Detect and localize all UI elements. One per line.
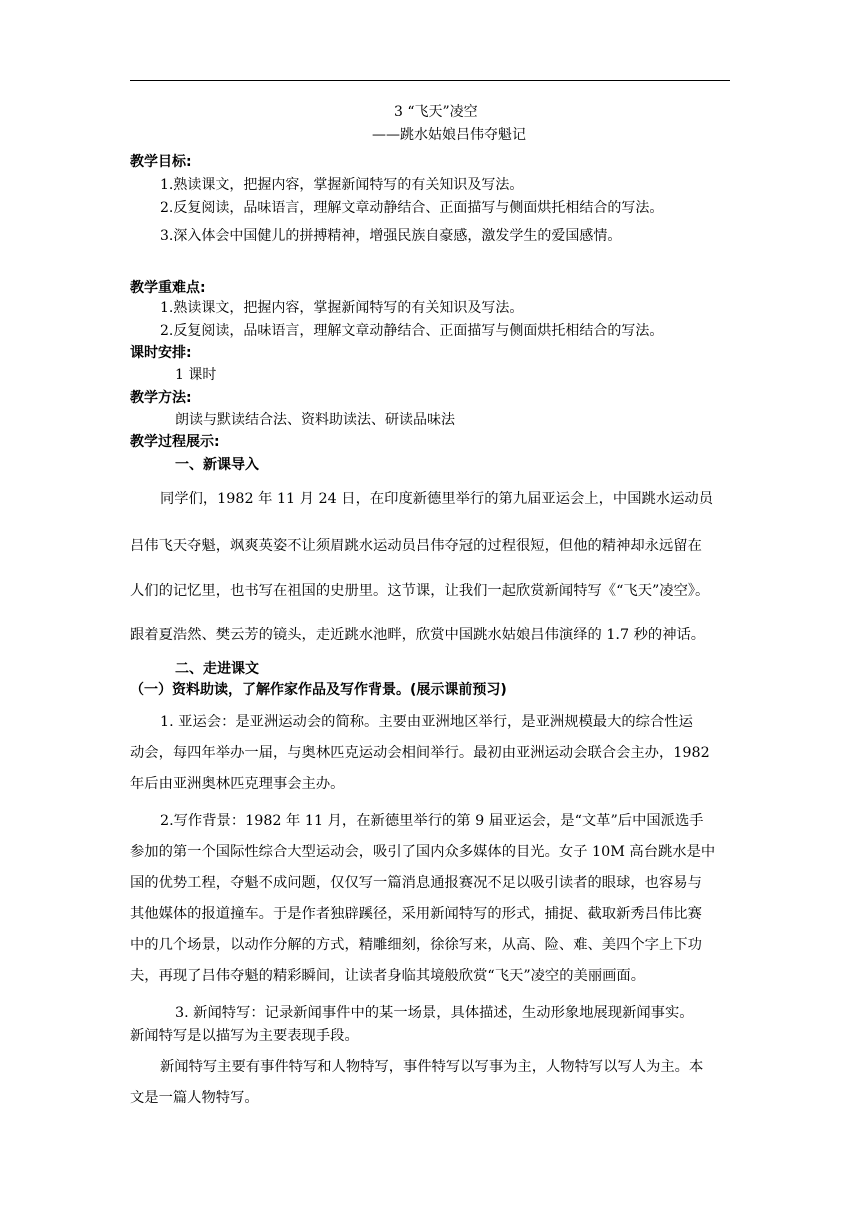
method-value: 朗读与默读结合法、资料助读法、研读品味法	[175, 412, 455, 428]
paragraph-line: 文是一篇人物特写。	[130, 1090, 259, 1106]
paragraph-line: 年后由亚洲奥林匹克理事会主办。	[130, 776, 345, 792]
paragraph-line: 其他媒体的报道撞车。于是作者独辟蹊径，采用新闻特写的形式，捕捉、截取新秀吕伟比赛	[130, 906, 702, 922]
paragraph-line: 动会，每四年举办一届，与奥林匹克运动会相间举行。最初由亚洲运动会联合会主办，1982	[130, 745, 710, 761]
paragraph-line: 同学们，1982 年 11 月 24 日，在印度新德里举行的第九届亚运会上，中国跳水运动员	[160, 491, 713, 507]
keypoint-item: 1.熟读课文，把握内容，掌握新闻特写的有关知识及写法。	[160, 300, 524, 316]
keypoints-heading: 教学重难点:	[130, 280, 206, 296]
paragraph-line: 新闻特写主要有事件特写和人物特写，事件特写以写事为主，人物特写以写人为主。本	[160, 1059, 704, 1075]
doc-title: 3 “飞天”凌空	[394, 104, 478, 120]
schedule-value: 1 课时	[175, 367, 217, 383]
paragraph-line: 2.写作背景：1982 年 11 月，在新德里举行的第 9 届亚运会，是“文革”后中国派选手	[160, 813, 704, 829]
paragraph-line: 3. 新闻特写：记录新闻事件中的某一场景，具体描述，生动形象地展现新闻事实。	[175, 1005, 694, 1021]
section-heading: 一、新课导入	[175, 457, 259, 473]
process-heading: 教学过程展示:	[130, 434, 220, 450]
keypoint-item: 2.反复阅读，品味语言，理解文章动静结合、正面描写与侧面烘托相结合的写法。	[160, 323, 664, 339]
paragraph-line: 人们的记忆里，也书写在祖国的史册里。这节课，让我们一起欣赏新闻特写《“飞天”凌空》。	[130, 583, 710, 599]
goal-item: 3.深入体会中国健儿的拼搏精神，增强民族自豪感，激发学生的爱国感情。	[160, 228, 622, 244]
schedule-heading: 课时安排:	[130, 345, 192, 361]
goals-heading: 教学目标:	[130, 154, 192, 170]
section-heading: 二、走进课文	[175, 661, 259, 677]
goal-item: 1.熟读课文，把握内容，掌握新闻特写的有关知识及写法。	[160, 177, 524, 193]
header-rule	[130, 80, 730, 81]
method-heading: 教学方法:	[130, 390, 192, 406]
subsection-heading: （一）资料助读，了解作家作品及写作背景。(展示课前预习)	[130, 682, 507, 698]
paragraph-line: 参加的第一个国际性综合大型运动会，吸引了国内众多媒体的目光。女子 10M 高台跳水是中	[130, 844, 716, 860]
paragraph-line: 新闻特写是以描写为主要表现手段。	[130, 1028, 359, 1044]
goal-item: 2.反复阅读，品味语言，理解文章动静结合、正面描写与侧面烘托相结合的写法。	[160, 200, 664, 216]
paragraph-line: 中的几个场景，以动作分解的方式，精雕细刻，徐徐写来，从高、险、难、美四个字上下功	[130, 937, 702, 953]
paragraph-line: 1. 亚运会：是亚洲运动会的简称。主要由亚洲地区举行，是亚洲规模最大的综合性运	[160, 714, 693, 730]
paragraph-line: 吕伟飞天夺魁，飒爽英姿不让须眉跳水运动员吕伟夺冠的过程很短，但他的精神却永远留在	[130, 538, 702, 554]
doc-subtitle: ——跳水姑娘吕伟夺魁记	[372, 127, 526, 143]
paragraph-line: 国的优势工程，夺魁不成问题，仅仅写一篇消息通报赛况不足以吸引读者的眼球，也容易与	[130, 875, 702, 891]
paragraph-line: 跟着夏浩然、樊云芳的镜头，走近跳水池畔，欣赏中国跳水姑娘吕伟演绎的 1.7 秒的神话。	[130, 627, 706, 643]
paragraph-line: 夫，再现了吕伟夺魁的精彩瞬间，让读者身临其境般欣赏“飞天”凌空的美丽画面。	[130, 968, 646, 984]
